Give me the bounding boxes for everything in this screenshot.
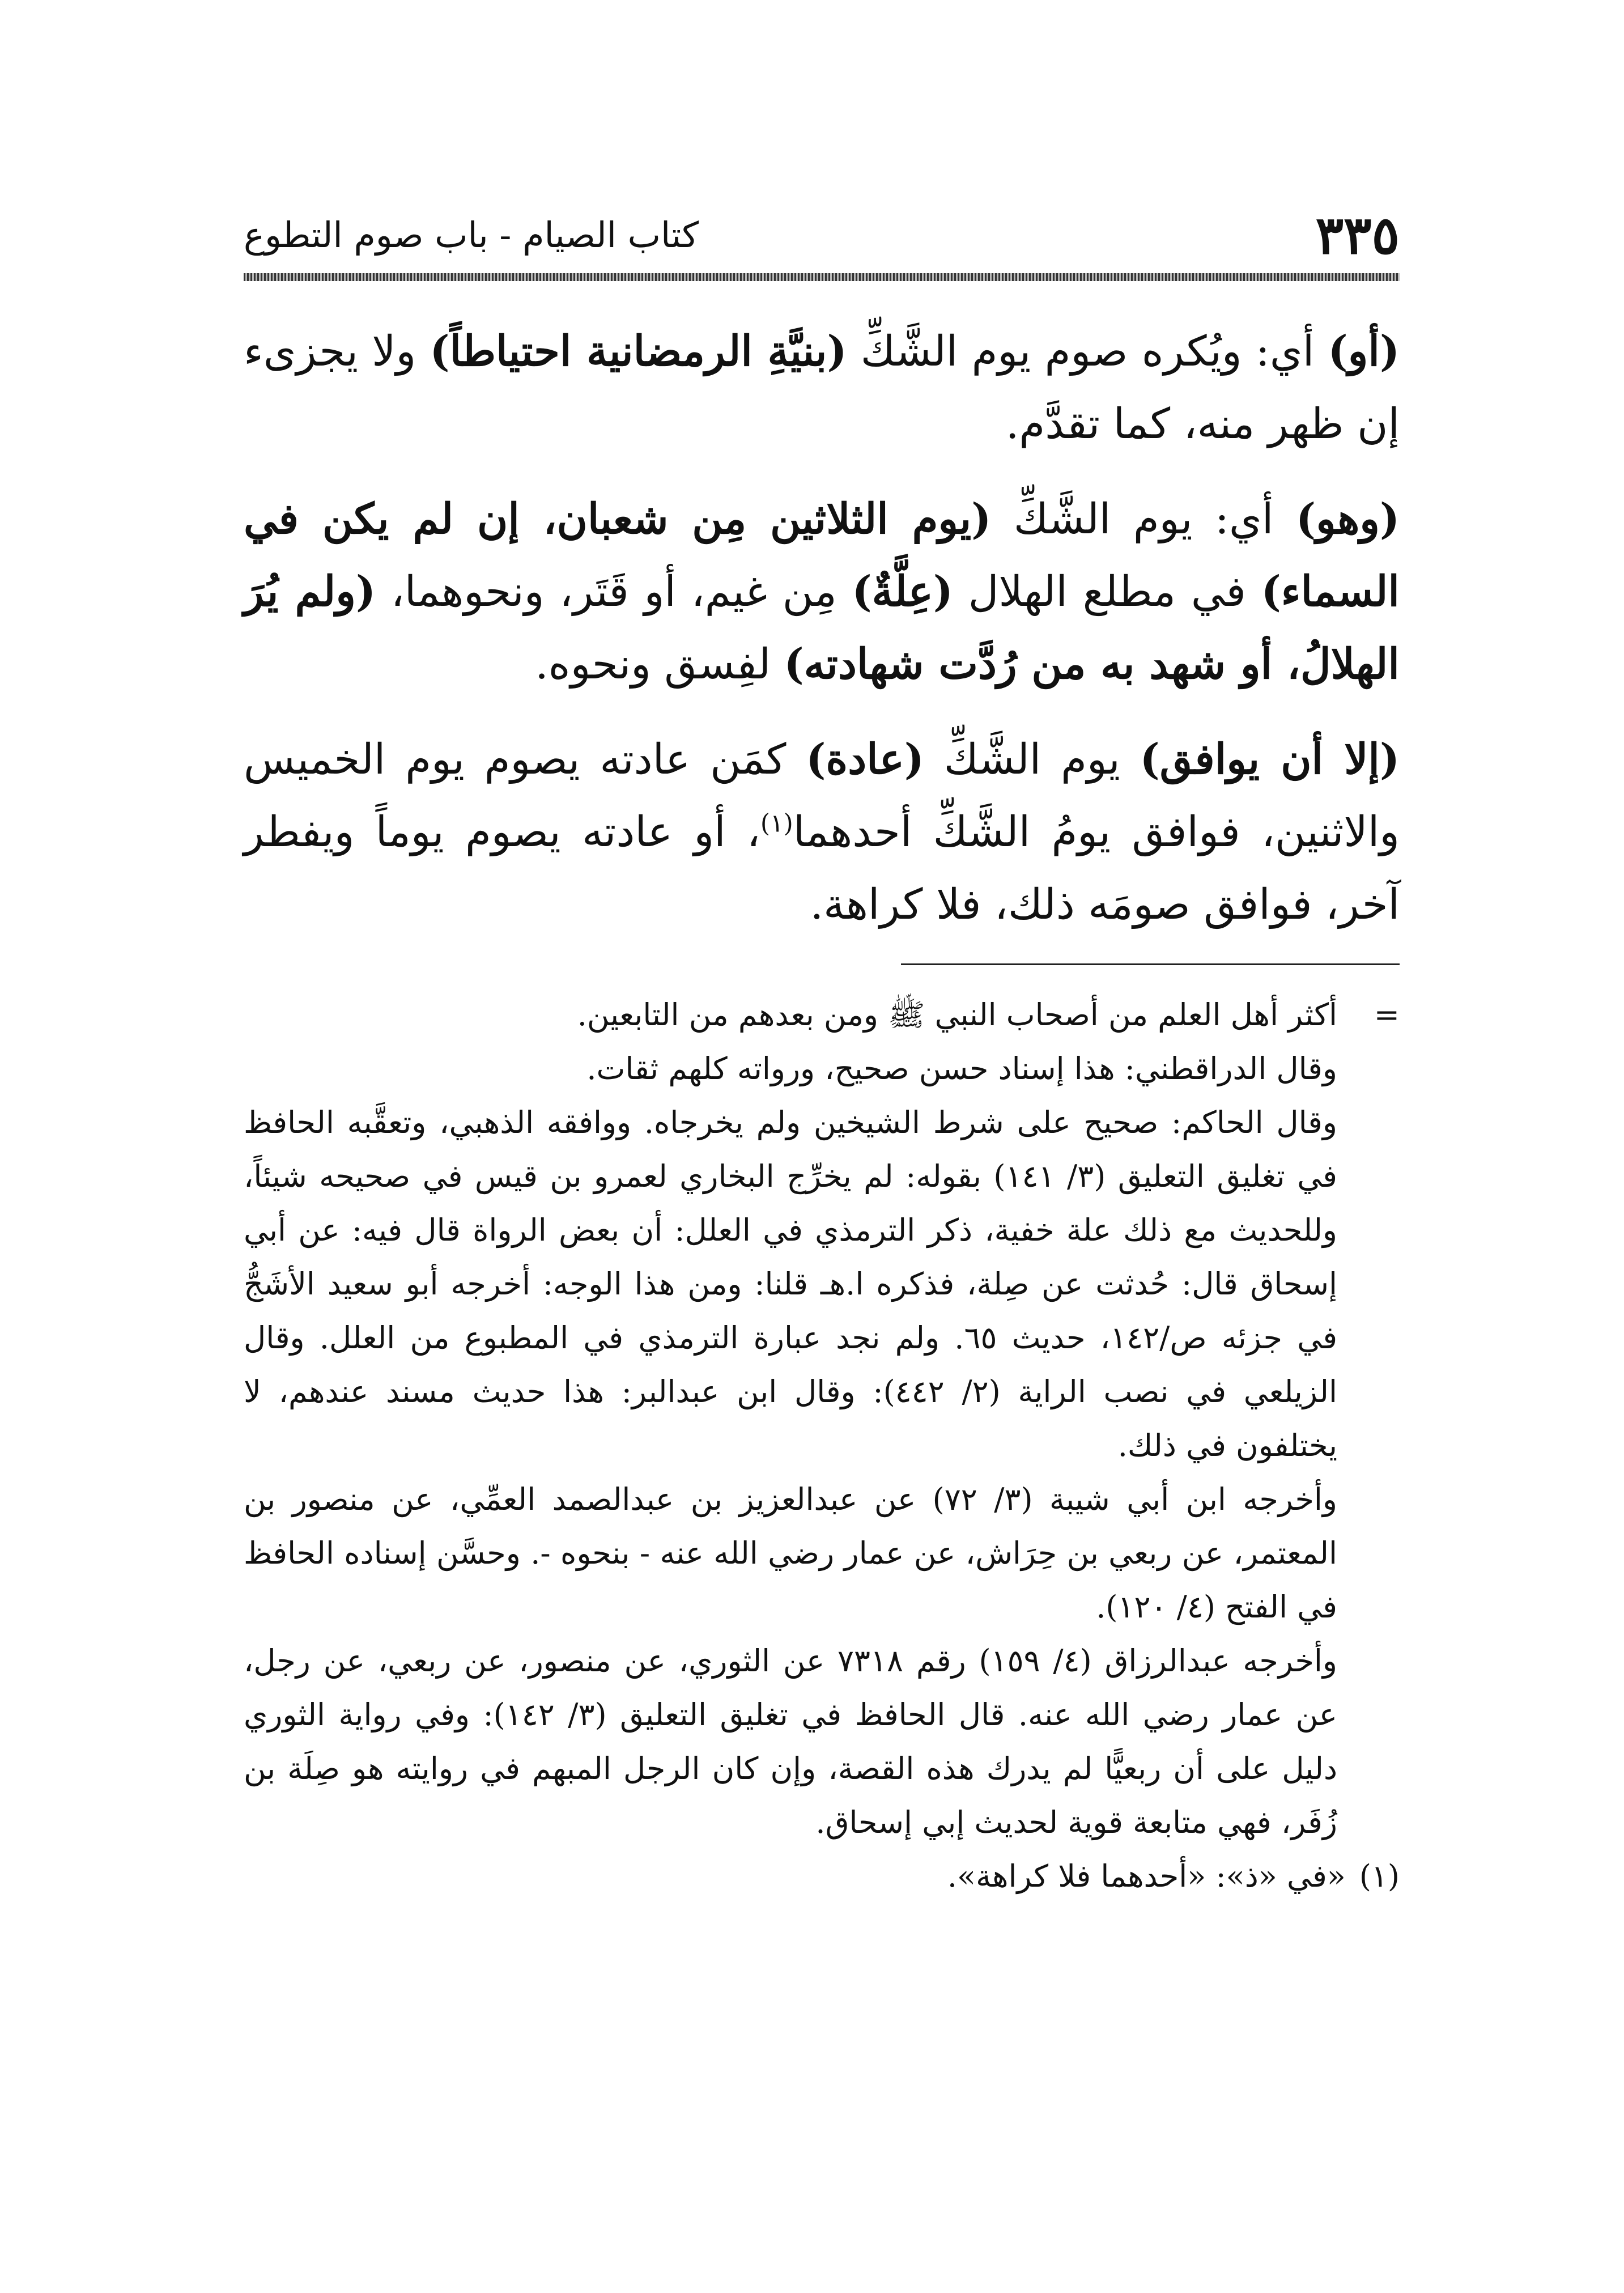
footnotes [244, 988, 1400, 1903]
matn-segment: (أو) [1328, 327, 1400, 376]
sharh-segment: في مطلع الهلال [953, 567, 1261, 616]
sharh-segment: أي: يوم الشَّكِّ [991, 495, 1296, 543]
continuation-mark: = [1374, 997, 1400, 1033]
sharh-segment: كمَن عادته يصوم يوم الخميس والاثنين، فوافق يومُ الشَّكِّ أحدهما [244, 735, 1400, 856]
footnote-number: (١) [1359, 1858, 1400, 1894]
page-number: ٣٣٥ [1315, 205, 1400, 266]
sharh-segment: يوم الشَّكِّ [924, 735, 1140, 784]
footnote-line: وقال الدراقطني: هذا إسناد حسن صحيح، ورواته كلهم ثقات. [586, 1051, 1337, 1086]
matn-segment: (يوم الثلاثين مِن شعبان، إن لم يكن في السماء) [244, 495, 1400, 616]
paragraph-3 [244, 723, 1400, 941]
sharh-segment: ، أو عادته يصوم يوماً ويفطر آخر، فوافق صومَه ذلك، فلا كراهة. [244, 808, 1400, 929]
sharh-segment: مِن غيم، أو قَتَر، ونحوهما، [376, 567, 852, 616]
sharh-segment: ولا يجزىء إن ظهر منه، كما تقدَّم. [244, 327, 1400, 448]
paragraph-1 [244, 315, 1400, 460]
sharh-segment: أي: ويُكره صوم يوم الشَّكِّ [847, 327, 1328, 376]
book-page [244, 204, 1400, 2188]
footnote-continuation-line [244, 988, 1400, 1042]
footnote-line: وأخرجه عبدالرزاق (٤/ ١٥٩) رقم ٧٣١٨ عن الثوري، عن منصور، عن ربعي، عن رجل، عن عمار رضي الله عنه. قال الحافظ في تغليق التعليق (٣/ ١٤٢): وفي رواية الثوري دليل على أن ربعيًّا لم يدرك هذه القصة، وإن كان الرجل المبهم في روايته هو صِلَة بن زُفَر، فهي متابعة قوية لحديث إبي إسحاق. [244, 1643, 1338, 1840]
matn-segment: (إلا أن يوافق) [1140, 735, 1400, 784]
footnote-ref-1: (١) [760, 809, 793, 838]
footnote-text: أكثر أهل العلم من أصحاب النبي ﷺ ومن بعدهم من التابعين. [577, 997, 1337, 1033]
footnote-line: وأخرجه ابن أبي شيبة (٣/ ٧٢) عن عبدالعزيز بن عبدالصمد العمِّي، عن منصور بن المعتمر، عن ربعي بن حِرَاش، عن عمار رضي الله عنه - بنحوه -. وحسَّن إسناده الحافظ في الفتح (٤/ ١٢٠). [244, 1481, 1337, 1625]
footnote-line: وقال الحاكم: صحيح على شرط الشيخين ولم يخرجاه. ووافقه الذهبي، وتعقَّبه الحافظ في تغليق التعليق (٣/ ١٤١) بقوله: لم يخرِّج البخاري لعمرو بن قيس في صحيحه شيئاً، وللحديث مع ذلك علة خفية، ذكر الترمذي في العلل: أن بعض الرواة قال فيه: عن أبي إسحاق قال: حُدثت عن صِلة، فذكره ا.هـ قلنا: ومن هذا الوجه: أخرجه أبو سعيد الأشَجُّ في جزئه ص/١٤٢، حديث ٦٥. ولم نجد عبارة الترمذي في المطبوع من العلل. وقال الزيلعي في نصب الراية (٢/ ٤٤٢): وقال ابن عبدالبر: هذا حديث مسند عندهم، لا يختلفون في ذلك. [244, 1105, 1338, 1463]
running-title: كتاب الصيام - باب صوم التطوع [244, 214, 699, 256]
matn-segment: (بنيَّةِ الرمضانية احتياطاً) [430, 327, 847, 376]
matn-segment: (وهو) [1295, 495, 1400, 543]
header-rule [244, 273, 1400, 281]
matn-segment: (عِلَّةٌ) [852, 567, 953, 616]
page-header [244, 204, 1400, 266]
matn-segment: (ولم يُرَ الهلالُ، أو شهد به من رُدَّت شهادته) [244, 567, 1400, 689]
paragraph-2 [244, 483, 1400, 700]
footnote-1 [244, 1849, 1400, 1903]
main-text [244, 315, 1400, 941]
footnote-separator [901, 963, 1400, 965]
sharh-segment: لفِسق ونحوه. [535, 640, 784, 689]
matn-segment: (عادة) [806, 735, 924, 784]
footnote-text: «في «ذ»: «أحدهما فلا كراهة». [947, 1858, 1346, 1894]
